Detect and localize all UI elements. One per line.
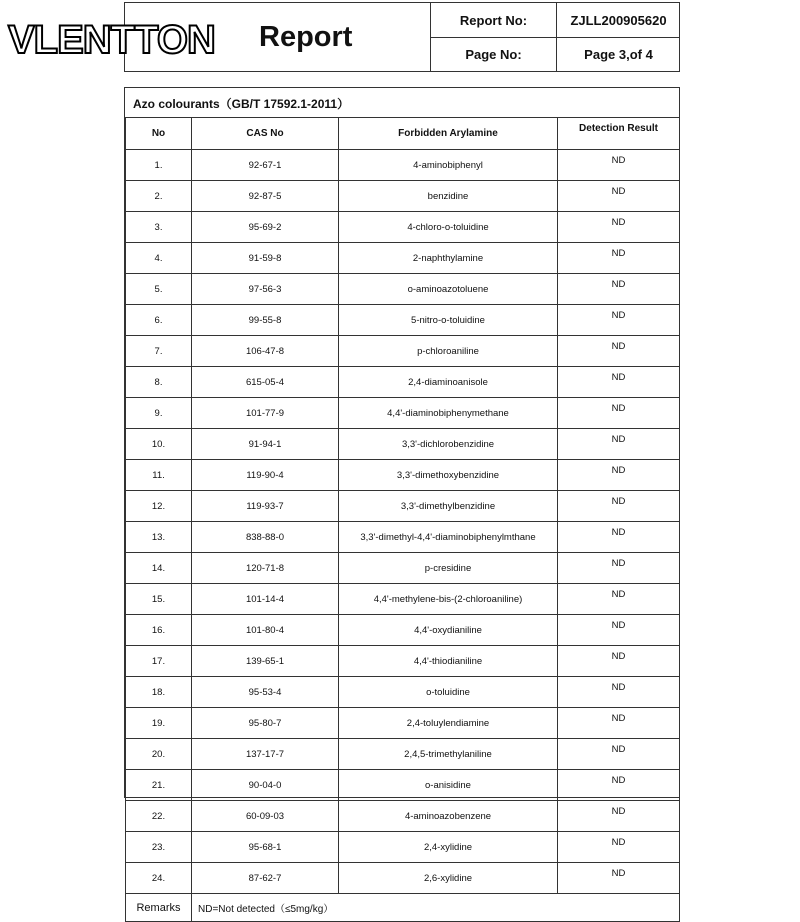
row-no: 4. [126,243,192,274]
row-no: 22. [126,801,192,832]
row-no: 16. [126,615,192,646]
row-no: 24. [126,863,192,894]
section-title: Azo colourants（GB/T 17592.1-2011） [133,97,350,111]
table-row [126,212,680,243]
row-no: 2. [126,181,192,212]
detection-result: ND [558,243,680,274]
detection-result: ND [558,305,680,336]
arylamine: 4-aminoazobenzene [339,801,558,832]
cas-no: 106-47-8 [192,336,339,367]
column-header: Forbidden Arylamine [339,118,558,150]
cas-no: 92-87-5 [192,181,339,212]
detection-result: ND [558,367,680,398]
cas-no: 120-71-8 [192,553,339,584]
cas-no: 91-59-8 [192,243,339,274]
row-no: 14. [126,553,192,584]
arylamine: 2,4,5-trimethylaniline [339,739,558,770]
report-no-value: ZJLL200905620 [556,3,680,37]
table-row [126,708,680,739]
row-no: 11. [126,460,192,491]
cas-no: 95-80-7 [192,708,339,739]
table-row [126,584,680,615]
arylamine: 4,4'-thiodianiline [339,646,558,677]
table-row [126,832,680,863]
azo-table-box [124,87,680,915]
arylamine: o-toluidine [339,677,558,708]
detection-result: ND [558,522,680,553]
detection-result: ND [558,181,680,212]
table-row [126,739,680,770]
cas-no: 95-68-1 [192,832,339,863]
arylamine: 2,4-toluylendiamine [339,708,558,739]
arylamine: 2,6-xylidine [339,863,558,894]
table-row [126,243,680,274]
arylamine: 4,4'-diaminobiphenymethane [339,398,558,429]
table-row [126,677,680,708]
row-no: 21. [126,770,192,801]
report-title: Report [259,21,353,53]
table-row [126,336,680,367]
cas-no: 95-53-4 [192,677,339,708]
detection-result: ND [558,646,680,677]
page-no-value: Page 3,of 4 [556,37,680,72]
results-table [125,117,680,922]
row-no: 13. [126,522,192,553]
row-no: 1. [126,150,192,181]
row-no: 8. [126,367,192,398]
arylamine: 4,4'-methylene-bis-(2-chloroaniline) [339,584,558,615]
column-header: Detection Result [558,118,680,150]
detection-result: ND [558,460,680,491]
cas-no: 838-88-0 [192,522,339,553]
arylamine: 5-nitro-o-toluidine [339,305,558,336]
table-row [126,460,680,491]
table-row [126,367,680,398]
cas-no: 87-62-7 [192,863,339,894]
arylamine: 2,4-xylidine [339,832,558,863]
detection-result: ND [558,863,680,894]
cas-no: 91-94-1 [192,429,339,460]
cas-no: 139-65-1 [192,646,339,677]
row-no: 18. [126,677,192,708]
arylamine: 2,4-diaminoanisole [339,367,558,398]
arylamine: 4-aminobiphenyl [339,150,558,181]
detection-result: ND [558,491,680,522]
row-no: 20. [126,739,192,770]
arylamine: 3,3'-dichlorobenzidine [339,429,558,460]
cas-no: 90-04-0 [192,770,339,801]
column-header: CAS No [192,118,339,150]
cas-no: 99-55-8 [192,305,339,336]
detection-result: ND [558,150,680,181]
detection-result: ND [558,274,680,305]
detection-result: ND [558,584,680,615]
cas-no: 101-77-9 [192,398,339,429]
detection-result: ND [558,336,680,367]
cas-no: 137-17-7 [192,739,339,770]
detection-result: ND [558,739,680,770]
arylamine: 3,3'-dimethylbenzidine [339,491,558,522]
detection-result: ND [558,615,680,646]
table-row [126,274,680,305]
remarks-label: Remarks [126,894,192,922]
table-row [126,863,680,894]
arylamine: 4-chloro-o-toluidine [339,212,558,243]
table-row [126,181,680,212]
arylamine: o-aminoazotoluene [339,274,558,305]
table-row [126,615,680,646]
cas-no: 92-67-1 [192,150,339,181]
cas-no: 60-09-03 [192,801,339,832]
arylamine: 3,3'-dimethyl-4,4'-diaminobiphenylmthane [339,522,558,553]
row-no: 12. [126,491,192,522]
cas-no: 97-56-3 [192,274,339,305]
row-no: 6. [126,305,192,336]
report-no-label: Report No: [430,3,556,37]
column-header: No [126,118,192,150]
cas-no: 101-14-4 [192,584,339,615]
detection-result: ND [558,398,680,429]
arylamine: 2-naphthylamine [339,243,558,274]
table-row [126,522,680,553]
detection-result: ND [558,832,680,863]
table-row [126,305,680,336]
detection-result: ND [558,553,680,584]
row-no: 10. [126,429,192,460]
table-row [126,770,680,801]
detection-result: ND [558,770,680,801]
row-no: 7. [126,336,192,367]
table-row [126,150,680,181]
table-row [126,491,680,522]
row-no: 23. [126,832,192,863]
table-row [126,553,680,584]
row-no: 15. [126,584,192,615]
detection-result: ND [558,677,680,708]
row-no: 19. [126,708,192,739]
arylamine: 4,4'-oxydianiline [339,615,558,646]
row-no: 5. [126,274,192,305]
detection-result: ND [558,429,680,460]
table-row [126,801,680,832]
table-row [126,398,680,429]
arylamine: 3,3'-dimethoxybenzidine [339,460,558,491]
detection-result: ND [558,708,680,739]
row-no: 9. [126,398,192,429]
detection-result: ND [558,212,680,243]
arylamine: p-chloroaniline [339,336,558,367]
arylamine: o-anisidine [339,770,558,801]
cas-no: 119-90-4 [192,460,339,491]
page-no-label: Page No: [430,37,556,72]
table-row [126,646,680,677]
detection-result: ND [558,801,680,832]
arylamine: p-cresidine [339,553,558,584]
cas-no: 101-80-4 [192,615,339,646]
cas-no: 615-05-4 [192,367,339,398]
logo: VLENTTON [8,18,215,62]
remarks-text: ND=Not detected（≤5mg/kg） [192,894,680,922]
arylamine: benzidine [339,181,558,212]
table-row [126,429,680,460]
cas-no: 119-93-7 [192,491,339,522]
row-no: 3. [126,212,192,243]
row-no: 17. [126,646,192,677]
remarks-row [126,894,680,922]
cas-no: 95-69-2 [192,212,339,243]
